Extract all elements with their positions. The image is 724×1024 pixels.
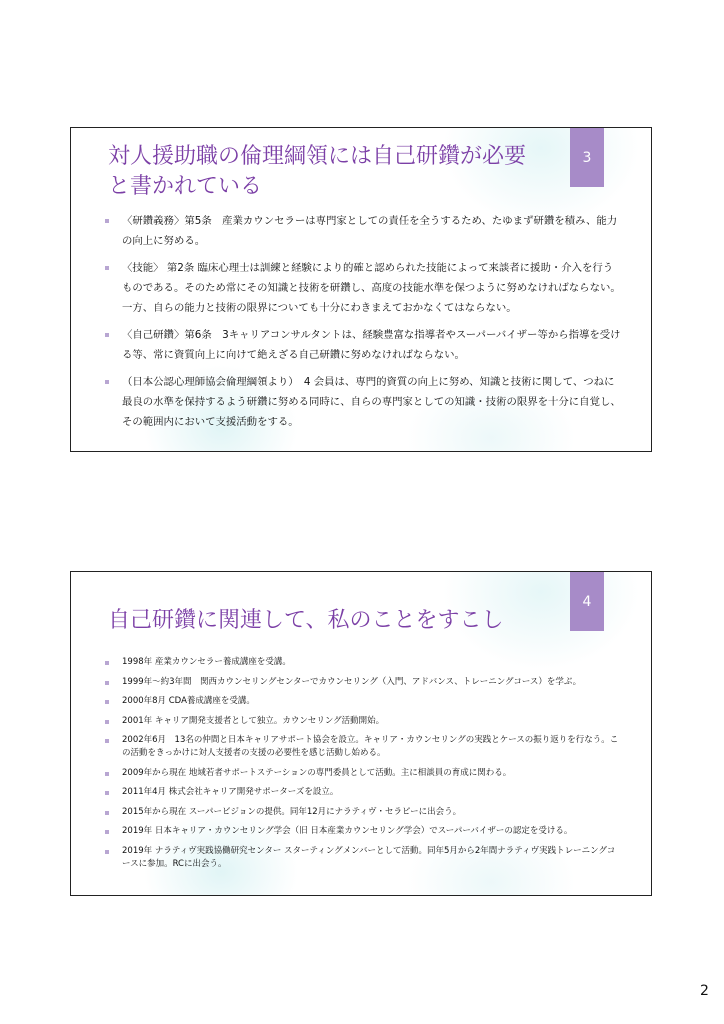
list-item — [103, 372, 623, 432]
bullet-text: 2015年から現在 スーパービジョンの提供。同年12月にナラティヴ・セラピーに出会う。 — [122, 806, 462, 817]
square-bullet-icon — [105, 830, 109, 834]
list-item — [103, 767, 623, 780]
slide-number-badge: 4 — [570, 571, 604, 631]
square-bullet-icon — [105, 380, 109, 384]
bullet-text: 〈研鑽義務〉第5条 産業カウンセラーは専門家としての責任を全うするため、たゆまず研鑽を積み、能力の向上に努める。 — [122, 215, 618, 247]
bullet-text: 1998年 産業カウンセラー養成講座を受講。 — [122, 657, 291, 667]
slide-number-badge: 3 — [570, 127, 604, 187]
square-bullet-icon — [105, 700, 109, 704]
list-item — [103, 211, 623, 251]
bullet-text: （日本公認心理師協会倫理綱領より） 4 会員は、専門的資質の向上に努め、知識と技術に関して、つねに最良の水準を保持するよう研鑽に努める同時に、自らの専門家としての知識・技術の限界を十分に自覚し、その範囲内において支援活動をする。 — [122, 376, 621, 428]
square-bullet-icon — [105, 811, 109, 815]
list-item — [103, 806, 623, 819]
bullet-text: 2000年8月 CDA養成講座を受講。 — [122, 696, 255, 706]
bullet-text: 〈自己研鑽〉第6条 3キャリアコンサルタントは、経験豊富な指導者やスーパーバイザー等から指導を受ける等、常に資質向上に向けて絶えざる自己研鑽に努めなければならない。 — [122, 329, 621, 361]
square-bullet-icon — [105, 266, 109, 270]
square-bullet-icon — [105, 772, 109, 776]
list-item — [103, 845, 623, 871]
bullet-list — [103, 211, 623, 439]
square-bullet-icon — [105, 720, 109, 724]
list-item — [103, 786, 623, 799]
page-number: 2 — [700, 983, 709, 999]
bullet-text: 1999年～約3年間 関西カウンセリングセンターでカウンセリング（入門、アドバンス、トレーニングコース）を学ぶ。 — [122, 676, 582, 687]
list-item — [103, 325, 623, 365]
bullet-text: 2009年から現在 地域若者サポートステーションの専門委員として活動。主に相談員の育成に関わる。 — [122, 767, 512, 778]
square-bullet-icon — [105, 219, 109, 223]
list-item — [103, 715, 623, 728]
bullet-text: 2019年 ナラティヴ実践協働研究センター スターティングメンバーとして活動。同年5月から2年間ナラティヴ実践トレーニングコースに参加。RCに出会う。 — [122, 845, 616, 869]
list-item — [103, 258, 623, 318]
square-bullet-icon — [105, 791, 109, 795]
slide-4 — [70, 571, 652, 896]
list-item — [103, 656, 623, 669]
slide-3 — [70, 127, 652, 452]
bullet-text: 2002年6月 13名の仲間と日本キャリアサポート協会を設立。キャリア・カウンセリングの実践とケースの振り返りを行なう。この活動をきっかけに対人支援者の支援の必要性を感じ活動し始める。 — [122, 735, 619, 758]
square-bullet-icon — [105, 333, 109, 337]
list-item — [103, 734, 623, 760]
square-bullet-icon — [105, 681, 109, 685]
square-bullet-icon — [105, 850, 109, 854]
square-bullet-icon — [105, 739, 109, 743]
bullet-list — [103, 656, 623, 877]
bullet-text: 2019年 日本キャリア・カウンセリング学会（旧 日本産業カウンセリング学会）でスーパーバイザーの認定を受ける。 — [122, 826, 573, 836]
bullet-text: 2011年4月 株式会社キャリア開発サポーターズを設立。 — [122, 787, 339, 797]
list-item — [103, 676, 623, 689]
bullet-text: 2001年 キャリア開発支援者として独立。カウンセリング活動開始。 — [122, 715, 385, 726]
list-item — [103, 695, 623, 708]
slide-title: 自己研鑽に関連して、私のことをすこし — [108, 608, 504, 633]
square-bullet-icon — [105, 661, 109, 665]
slide-title: 対人援助職の倫理綱領には自己研鑽が必要と書かれている — [108, 144, 527, 199]
bullet-text: 〈技能〉 第2条 臨床心理士は訓練と経験により的確と認められた技能によって来談者に援助・介入を行うものである。そのため常にその知識と技術を研鑽し、高度の技能水準を保つように努めなければならない。一方、自らの能力と技術の限界についても十分にわきまえておかなくてはならない。 — [122, 262, 621, 314]
list-item — [103, 825, 623, 838]
